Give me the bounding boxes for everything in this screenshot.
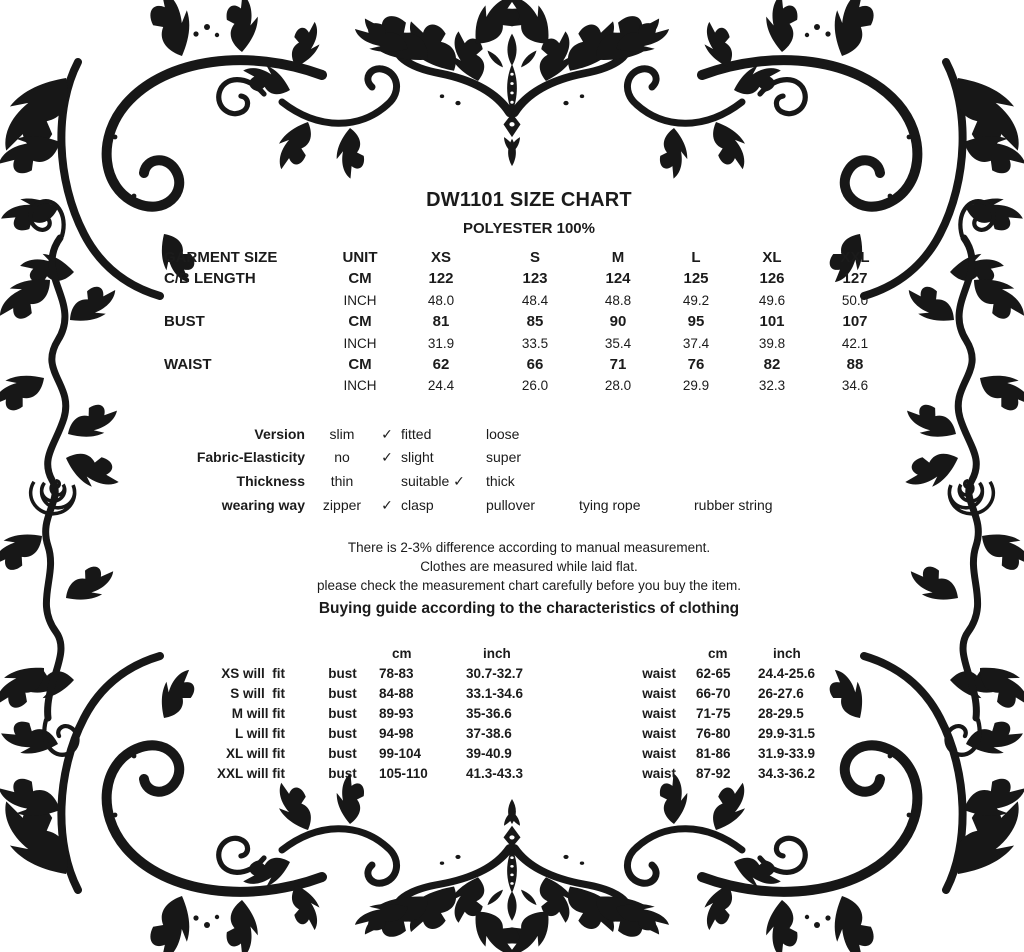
guide-cell-measure2: waist bbox=[642, 686, 676, 702]
attribute-option: tying rope bbox=[579, 496, 641, 513]
size-chart-value: 81 bbox=[432, 313, 450, 331]
size-chart-value: 82 bbox=[763, 355, 781, 373]
size-chart-unit: CM bbox=[348, 313, 372, 331]
attribute-row bbox=[160, 494, 898, 518]
size-chart-value: 48.8 bbox=[604, 292, 632, 308]
buying-guide-heading: Buying guide according to the characteristics of clothing bbox=[318, 600, 740, 618]
guide-cell-measure1: bust bbox=[328, 686, 357, 702]
size-chart-col-header: M bbox=[611, 249, 625, 266]
attribute-option: slim bbox=[329, 425, 355, 442]
buying-guide-table bbox=[160, 644, 898, 784]
size-chart-value: 34.6 bbox=[841, 378, 869, 394]
notes-section bbox=[160, 538, 898, 595]
guide-cell-measure2: waist bbox=[642, 666, 676, 682]
size-chart-unit: INCH bbox=[343, 335, 377, 351]
attribute-option: slight bbox=[401, 449, 434, 466]
guide-cell-cm1: 84-88 bbox=[379, 686, 414, 702]
size-chart-col-header: S bbox=[529, 249, 540, 266]
size-chart-value: 42.1 bbox=[841, 335, 869, 351]
attribute-label: Thickness bbox=[236, 473, 305, 490]
size-chart-value: 49.2 bbox=[682, 292, 710, 308]
size-chart-col-header: XS bbox=[430, 249, 451, 266]
size-chart-value: 50.0 bbox=[841, 292, 869, 308]
attribute-option: super bbox=[486, 449, 522, 466]
guide-cell-inch2: 28-29.5 bbox=[758, 706, 804, 722]
size-chart-col-header: XXL bbox=[840, 249, 870, 266]
guide-cell-inch1: 33.1-34.6 bbox=[466, 686, 524, 702]
attribute-option: pullover bbox=[486, 496, 536, 513]
size-chart-value: 48.4 bbox=[521, 292, 549, 308]
size-chart-value: 37.4 bbox=[682, 335, 710, 351]
guide-cell-cm2: 76-80 bbox=[696, 726, 731, 742]
guide-cell-size: XL will fit bbox=[225, 746, 285, 762]
size-chart-value: 101 bbox=[759, 313, 785, 331]
size-chart-col-header: GARMENT SIZE bbox=[164, 249, 278, 266]
size-chart-value: 95 bbox=[687, 313, 705, 331]
note-line: There is 2-3% difference according to manual measurement. bbox=[347, 540, 711, 556]
attribute-option: thick bbox=[486, 473, 515, 490]
size-chart-value: 127 bbox=[842, 270, 868, 288]
guide-cell-measure2: waist bbox=[642, 766, 676, 782]
guide-cell-measure1: bust bbox=[328, 746, 357, 762]
guide-cell-cm2: 66-70 bbox=[696, 686, 731, 702]
guide-cell-measure2: waist bbox=[642, 706, 676, 722]
guide-cell-measure1: bust bbox=[328, 706, 357, 722]
attribute-row bbox=[160, 423, 898, 447]
size-chart-col-header: UNIT bbox=[342, 249, 378, 266]
attributes-section bbox=[160, 423, 898, 518]
size-chart-value: 29.9 bbox=[682, 378, 710, 394]
attribute-option: no bbox=[334, 449, 350, 466]
size-chart-unit: INCH bbox=[343, 292, 377, 308]
size-chart-unit: CM bbox=[348, 355, 372, 373]
size-chart-value: 32.3 bbox=[758, 378, 786, 394]
guide-cell-cm1: 89-93 bbox=[379, 706, 414, 722]
attribute-option: loose bbox=[486, 425, 520, 442]
bottom-center-ornament bbox=[349, 799, 674, 952]
guide-col-header: cm bbox=[708, 646, 728, 662]
size-chart-value: 33.5 bbox=[521, 335, 549, 351]
size-chart-value: 126 bbox=[759, 270, 785, 288]
guide-cell-inch2: 31.9-33.9 bbox=[758, 746, 816, 762]
guide-col-header: inch bbox=[483, 646, 511, 662]
size-chart-value: 88 bbox=[846, 355, 864, 373]
attribute-option: suitable ✓ bbox=[401, 473, 465, 490]
size-chart-table bbox=[160, 247, 898, 397]
size-chart-col-header: L bbox=[691, 249, 701, 266]
guide-cell-cm1: 78-83 bbox=[379, 666, 414, 682]
attribute-option: clasp bbox=[401, 496, 434, 513]
note-line: please check the measurement chart carefully before you buy the item. bbox=[317, 578, 741, 594]
attribute-label: wearing way bbox=[221, 496, 305, 513]
guide-cell-inch1: 30.7-32.7 bbox=[466, 666, 524, 682]
size-chart-col-header: XL bbox=[762, 249, 782, 266]
guide-cell-inch2: 26-27.6 bbox=[758, 686, 804, 702]
guide-cell-inch1: 39-40.9 bbox=[466, 746, 512, 762]
guide-cell-inch1: 35-36.6 bbox=[466, 706, 512, 722]
guide-cell-cm2: 81-86 bbox=[696, 746, 731, 762]
size-chart-value: 107 bbox=[842, 313, 868, 331]
guide-cell-cm2: 71-75 bbox=[696, 706, 731, 722]
guide-cell-measure2: waist bbox=[642, 726, 676, 742]
size-chart-value: 48.0 bbox=[427, 292, 455, 308]
size-chart-value: 90 bbox=[609, 313, 627, 331]
guide-cell-measure1: bust bbox=[328, 726, 357, 742]
check-icon: ✓ bbox=[381, 496, 393, 513]
guide-cell-inch2: 24.4-25.6 bbox=[758, 666, 816, 682]
guide-cell-inch2: 29.9-31.5 bbox=[758, 726, 816, 742]
guide-cell-cm2: 87-92 bbox=[696, 766, 731, 782]
material-subtitle: POLYESTER 100% bbox=[462, 220, 595, 237]
guide-cell-cm1: 105-110 bbox=[379, 766, 428, 782]
attribute-option: rubber string bbox=[694, 496, 773, 513]
size-chart-unit: INCH bbox=[343, 378, 377, 394]
guide-col-header: inch bbox=[773, 646, 801, 662]
size-chart-row-label: BUST bbox=[164, 313, 205, 331]
guide-cell-size: XXL will fit bbox=[216, 766, 285, 782]
attribute-row bbox=[160, 470, 898, 494]
size-chart-value: 49.6 bbox=[758, 292, 786, 308]
guide-cell-cm2: 62-65 bbox=[696, 666, 731, 682]
size-chart-value: 24.4 bbox=[427, 378, 455, 394]
guide-cell-measure2: waist bbox=[642, 746, 676, 762]
size-chart-value: 76 bbox=[687, 355, 705, 373]
size-chart-value: 39.8 bbox=[758, 335, 786, 351]
guide-cell-measure1: bust bbox=[328, 766, 357, 782]
size-chart-row-label: C/B LENGTH bbox=[164, 270, 256, 288]
attribute-label: Version bbox=[254, 425, 305, 442]
size-chart-value: 28.0 bbox=[604, 378, 632, 394]
attribute-option: fitted bbox=[401, 425, 432, 442]
attribute-option: thin bbox=[330, 473, 354, 490]
guide-cell-size: XS will fit bbox=[221, 666, 285, 682]
guide-cell-size: L will fit bbox=[235, 726, 285, 742]
attribute-label: Fabric-Elasticity bbox=[196, 449, 305, 466]
size-chart-value: 125 bbox=[683, 270, 709, 288]
size-chart-value: 35.4 bbox=[604, 335, 632, 351]
guide-cell-inch1: 37-38.6 bbox=[466, 726, 512, 742]
page-title: DW1101 SIZE CHART bbox=[426, 189, 632, 211]
guide-cell-measure1: bust bbox=[328, 666, 357, 682]
guide-cell-size: S will fit bbox=[230, 686, 285, 702]
guide-cell-cm1: 94-98 bbox=[379, 726, 414, 742]
size-chart-value: 71 bbox=[609, 355, 627, 373]
size-chart-value: 62 bbox=[432, 355, 450, 373]
guide-col-header: cm bbox=[392, 646, 412, 662]
size-chart-unit: CM bbox=[348, 270, 372, 288]
guide-cell-cm1: 99-104 bbox=[379, 746, 422, 762]
size-chart-row-label: WAIST bbox=[164, 355, 212, 373]
size-chart-value: 66 bbox=[526, 355, 544, 373]
guide-cell-inch2: 34.3-36.2 bbox=[758, 766, 816, 782]
size-chart-value: 122 bbox=[428, 270, 454, 288]
attribute-option: zipper bbox=[322, 496, 362, 513]
attribute-row bbox=[160, 446, 898, 470]
size-chart-value: 31.9 bbox=[427, 335, 455, 351]
check-icon: ✓ bbox=[381, 449, 393, 466]
size-chart-value: 123 bbox=[522, 270, 548, 288]
check-icon: ✓ bbox=[381, 425, 393, 442]
size-chart-value: 26.0 bbox=[521, 378, 549, 394]
note-line: Clothes are measured while laid flat. bbox=[420, 559, 638, 575]
guide-cell-inch1: 41.3-43.3 bbox=[466, 766, 524, 782]
guide-cell-size: M will fit bbox=[231, 706, 285, 722]
size-chart-value: 85 bbox=[526, 313, 544, 331]
size-chart-value: 124 bbox=[605, 270, 631, 288]
size-chart-document bbox=[160, 188, 898, 784]
